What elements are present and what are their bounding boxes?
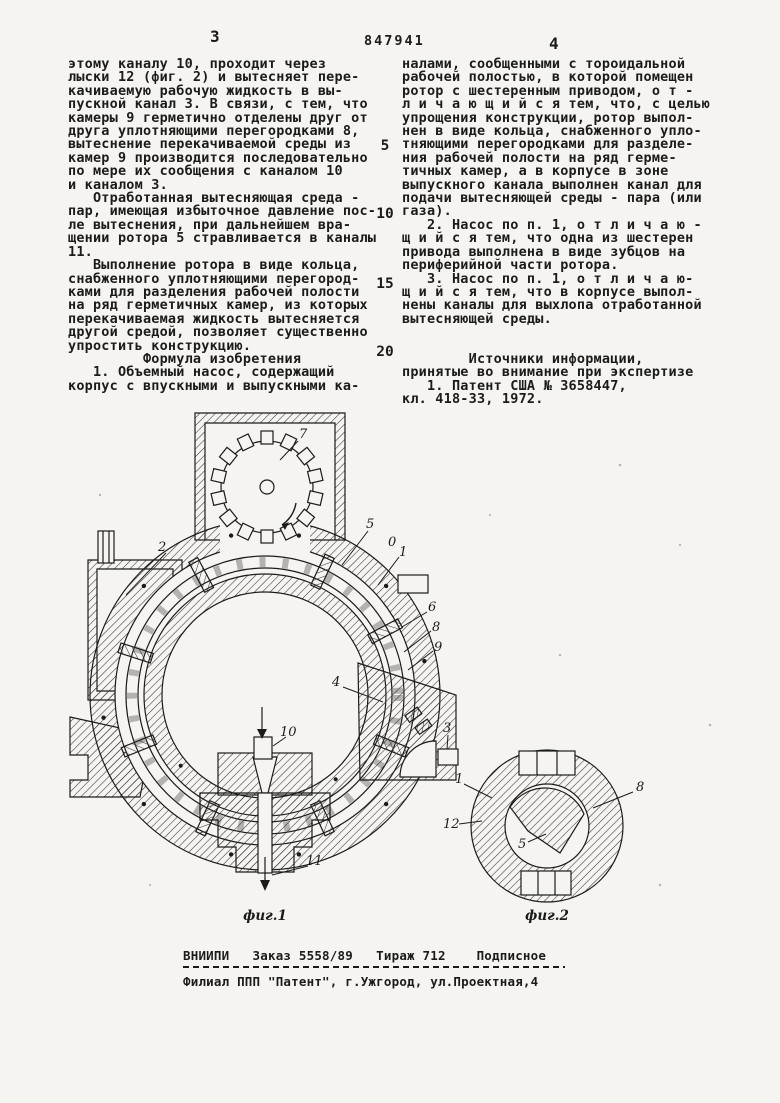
gear-shaft-hole xyxy=(260,480,274,494)
publisher-line xyxy=(183,948,546,963)
text-line: снабженного уплотняющими перегород- xyxy=(68,270,360,287)
text-line: щении ротора 5 стравливается в каналы xyxy=(68,230,377,247)
fig1-label-7: 7 xyxy=(299,427,308,442)
text-line: перекачиваемая жидкость вытесняется xyxy=(68,310,360,327)
pipe-10 xyxy=(254,737,272,759)
text-line: рабочей полостью, в которой помещен xyxy=(402,69,694,86)
text-line: пускной канал 3. В связи, с тем, что xyxy=(68,96,368,113)
figure-1 xyxy=(70,413,458,924)
text-line: 2. Насос по п. 1, о т л и ч а ю - xyxy=(402,216,702,233)
fig2-label-12: 12 xyxy=(443,817,460,832)
inlet-pipe xyxy=(98,531,114,563)
line-number-10: 10 xyxy=(376,206,394,222)
text-line: вытесняющей среды. xyxy=(402,310,552,327)
text-line: и каналом 3. xyxy=(68,176,168,193)
text-line: Отработанная вытесняющая среда - xyxy=(68,190,360,207)
outlet-stub-3 xyxy=(438,749,458,765)
right-text-column xyxy=(402,58,732,407)
text-line: л и ч а ю щ и й с я тем, что, с целью xyxy=(402,96,711,113)
text-line: ротор с шестеренным приводом, о т - xyxy=(402,82,694,99)
fig1-label-6: 6 xyxy=(428,600,437,615)
text-line: качиваемую рабочую жидкость в вы- xyxy=(68,82,343,99)
sources-heading: Источники информации, xyxy=(402,350,644,367)
text-line: ле вытеснения, при дальнейшем вра- xyxy=(68,216,352,233)
text-line: привода выполнена в виде зубцов на xyxy=(402,243,686,260)
page-number-right: 4 xyxy=(549,34,559,53)
publisher-info: ВНИИПИ Заказ 5558/89 Тираж 712 Подписное xyxy=(183,948,547,963)
fig1-label-5: 5 xyxy=(366,517,375,532)
fig1-label-10: 10 xyxy=(280,725,297,740)
text-line: тичных камер, а в корпусе в зоне xyxy=(402,163,669,180)
fig1-label-3: 3 xyxy=(443,721,452,736)
text-line: упрощения конструкции, ротор выпол- xyxy=(402,109,694,126)
text-line: корпус с впускными и выпускными ка- xyxy=(68,377,360,394)
text-line: ния рабочей полости на ряд герме- xyxy=(402,149,677,166)
branch-line xyxy=(183,974,538,989)
patent-drawings xyxy=(60,405,740,935)
text-line: принятые во внимание при экспертизе xyxy=(402,364,694,381)
text-line: пар, имеющая избыточное давление пос- xyxy=(68,203,377,220)
text-line: Выполнение ротора в виде кольца, xyxy=(68,257,360,274)
text-line: на ряд герметичных камер, из которых xyxy=(68,297,368,314)
footer-divider xyxy=(183,966,565,968)
text-line: по мере их сообщения с каналом 10 xyxy=(68,163,343,180)
patent-number: 847941 xyxy=(364,33,425,49)
text-line: нены каналы для выхлопа отработанной xyxy=(402,297,702,314)
right-upper-stub xyxy=(398,575,428,593)
text-line: 1. Патент США № 3658447, xyxy=(402,377,627,394)
page-number-left: 3 xyxy=(210,27,220,46)
text-line xyxy=(402,326,732,339)
text-line: нен в виде кольца, снабженного упло- xyxy=(402,123,702,140)
text-line: другой средой, позволяет существенно xyxy=(68,324,368,341)
fig1-label-1: 1 xyxy=(399,545,408,560)
fig1-label-8: 8 xyxy=(432,620,441,635)
drive-gear xyxy=(211,431,323,543)
fig1-label-4: 4 xyxy=(332,675,341,690)
text-line: кл. 418-33, 1972. xyxy=(402,391,544,408)
fig2-label-8: 8 xyxy=(636,780,645,795)
line-number-15: 15 xyxy=(376,276,394,292)
formula-heading: Формула изобретения xyxy=(68,350,302,367)
text-line: 11. xyxy=(68,243,93,260)
text-line: налами, сообщенными с тороидальной xyxy=(402,56,686,72)
left-text-column xyxy=(68,58,383,393)
text-line: камер 9 производится последовательно xyxy=(68,149,368,166)
figure-2 xyxy=(443,750,644,924)
text-line: выпускного канала выполнен канал для xyxy=(402,176,702,193)
text-line: подачи вытесняющей среды - пара (или xyxy=(402,190,702,207)
fig1-label-2: 2 xyxy=(158,540,167,555)
fig1-label-0: 0 xyxy=(388,535,397,550)
fig2-label-5: 5 xyxy=(518,837,527,852)
fig1-caption: фиг.1 xyxy=(243,908,287,924)
fig1-label-11: 11 xyxy=(306,854,323,869)
branch-address: Филиал ППП "Патент", г.Ужгород, ул.Проектная,4 xyxy=(183,974,539,989)
text-line: газа). xyxy=(402,203,452,220)
text-line: упростить конструкцию. xyxy=(68,337,252,354)
text-line: лыски 12 (фиг. 2) и вытесняет пере- xyxy=(68,69,360,86)
text-line: этому каналу 10, проходит через xyxy=(68,56,327,72)
text-line: ками для разделения рабочей полости xyxy=(68,283,360,300)
fig1-label-9: 9 xyxy=(434,640,443,655)
line-number-5: 5 xyxy=(380,138,390,154)
line-number-20: 20 xyxy=(376,344,394,360)
text-line: периферийной части ротора. xyxy=(402,257,619,274)
text-line: друга уплотняющими перегородками 8, xyxy=(68,123,360,140)
text-line: щ и й с я тем, что одна из шестерен xyxy=(402,230,694,247)
text-line: тняющими перегородками для разделе- xyxy=(402,136,694,153)
fig2-label-1: 1 xyxy=(455,772,464,787)
text-line: 3. Насос по п. 1, о т л и ч а ю- xyxy=(402,270,694,287)
text-line: камеры 9 герметично отделены друг от xyxy=(68,109,368,126)
text-line: щ и й с я тем, что в корпусе выпол- xyxy=(402,283,694,300)
text-line: 1. Объемный насос, содержащий xyxy=(68,364,335,381)
fig2-caption: фиг.2 xyxy=(525,908,569,924)
text-line: вытеснение перекачиваемой среды из xyxy=(68,136,352,153)
